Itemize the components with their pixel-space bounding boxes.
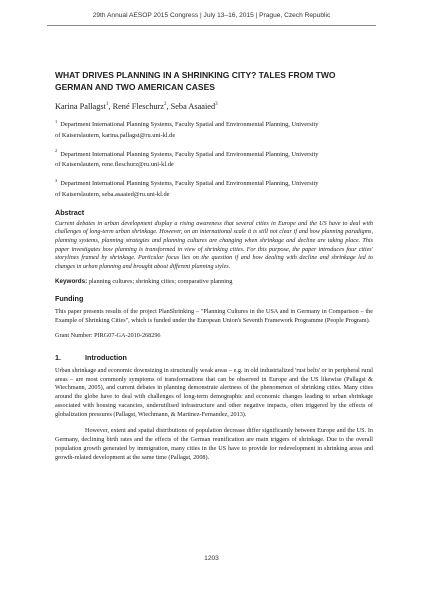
introduction-heading: [55, 353, 373, 363]
abstract-text: Current debates in urban development display a rising awareness that several cities in Europe and the US have to deal with challenges of long-term urban shrinkage. However, on an international scale it is still not clear if and how planning paradigms, planning systems, planning strategies and planning cultures are changing when shrinkage and decline are taking place. This paper investigates how planning is transformed in view of shrinking cities. For this purpose, the paper introduces four cities' storylines framed by shrinkage. Particular focus lies on the question if and how dealing with decline and shrinkage led to changes in urban planning and brought about different planning styles.: [55, 220, 373, 270]
header-rule: [47, 25, 376, 26]
author-name: René Fleschurz: [112, 102, 164, 111]
section-number: 1.: [55, 352, 61, 362]
affiliation-text: Department International Planning Systems, Faculty Spatial and Environmental Planning, University: [60, 150, 319, 158]
author-affiliation-mark: 3: [215, 102, 218, 108]
keywords: [55, 278, 373, 287]
affiliation-text: of Kaiserslautern, rene.fleschurz@ru.uni-kl.de: [55, 161, 174, 169]
paper-body: [55, 70, 373, 463]
affiliation-text: of Kaiserslautern, karina.pallagst@ru.uni-kl.de: [55, 131, 176, 139]
affiliation: [55, 150, 373, 172]
author-separator: ,: [166, 102, 171, 111]
paper-title: WHAT DRIVES PLANNING IN A SHRINKING CITY? TALES FROM TWO GERMAN AND TWO AMERICAN CASES: [55, 70, 336, 92]
grant-number: Grant Number: PIRG07-GA-2010-268296: [55, 331, 161, 339]
affiliation-mark: 2: [55, 148, 58, 154]
section-title: Introduction: [85, 352, 127, 362]
affiliation-text: Department International Planning Systems, Faculty Spatial and Environmental Planning, University: [60, 180, 319, 188]
author-name: Seba Asaaied: [170, 102, 216, 111]
affiliation-text: Department International Planning Systems, Faculty Spatial and Environmental Planning, University: [60, 121, 319, 128]
affiliation: [55, 179, 373, 201]
affiliation: [55, 120, 373, 142]
abstract-heading: Abstract: [55, 207, 85, 217]
page-number: 1203: [204, 555, 219, 562]
affiliation-text: of Kaiserslautern, seba.asaaied@ru.uni-kl.de: [55, 190, 170, 198]
affiliation-mark: 3: [55, 178, 58, 184]
author-affiliation-mark: 1: [105, 102, 109, 108]
author-name: Karina Pallagst: [55, 102, 106, 111]
funding-heading: Funding: [55, 293, 84, 303]
author-list: [55, 101, 373, 112]
keywords-label: Keywords:: [55, 278, 88, 286]
affiliation-mark: 1: [55, 118, 58, 124]
author-separator: ,: [108, 102, 113, 111]
author-affiliation-mark: 2: [163, 102, 167, 108]
funding-text: This paper presents results of the project PlanShrinking – "Planning Cultures in the USA and in Germany in Comparison – the Example of Shrinking Cities", which is funded under the European Union's Seventh Framework Programme (People Program).: [55, 307, 373, 324]
introduction-paragraph: However, extent and spatial distributions of population decrease differ significantly between Europe and the US. In Germany, declining birth rates and the effects of the German reunification are main triggers of shrinkage. Due to the overall population growth generated by immigration, many cities in the US have to provide for redevelopment in shrinking areas and growth-related development at the same time (Pallagst, 2008).: [55, 427, 373, 461]
introduction-paragraph: Urban shrinkage and economic downsizing in structurally weak areas – e.g. in old industrialized 'rust belts' or in peripheral rural areas – are most commonly symptoms of transformations that can be observed in Europe and the US likewise (Pallagst & Wiechmann, 2005), and current debates in planning demonstrate alertness of the phenomenon of shrinking cities. Many cities around the globe have to deal with challenges of long-term demographic and economic changes leading to urban shrinkage associated with housing vacancies, underutilised infrastructure and other negative impacts, often triggered by the effects of globalization pressures (Pallagst, Wiechmann, & Martinez-Fernandez, 2013).: [55, 366, 373, 419]
keywords-text: planning cultures; shrinking cities; comparative planning: [88, 278, 233, 286]
running-header: 29th Annual AESOP 2015 Congress | July 13–16, 2015 | Prague, Czech Republic: [92, 12, 331, 19]
